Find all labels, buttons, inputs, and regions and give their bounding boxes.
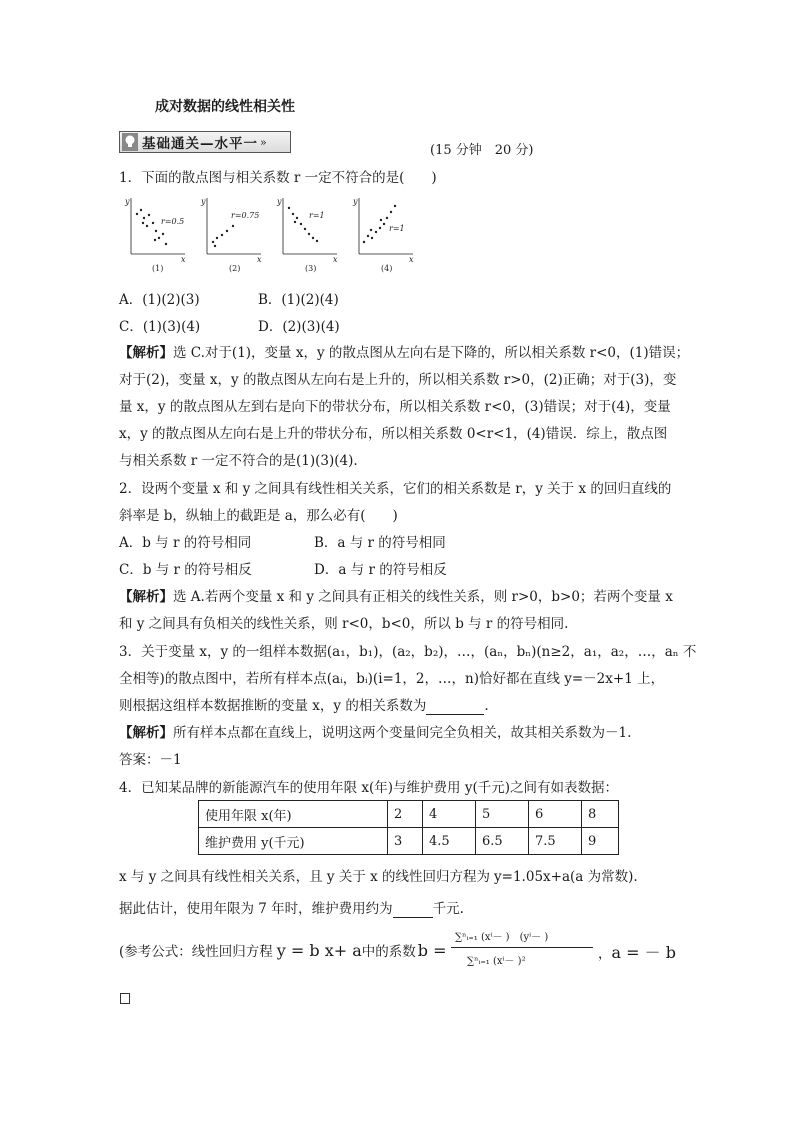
q4-line-2-end: 千元. [432,901,464,917]
ref-regression-eq: y = b x+ a [276,941,362,960]
banner-arrow: » [260,135,267,149]
q1-analysis-tag: 【解析】 [119,345,173,361]
fraction-bar [451,947,593,948]
q1-scatter-plots [119,196,419,276]
q2-analysis-text-1: 选 A.若两个变量 x 和 y 之间具有正相关的线性关系，则 r>0，b>0；若两个变量 x [173,589,673,605]
q4-line-2-text: 据此估计，使用年限为 7 年时，维护费用约为 [119,901,393,917]
table-row-label: 使用年限 x(年) [199,801,388,828]
q1-analysis-line-4: x，y 的散点图从左向右是上升的带状分布，所以相关系数 0<r<1，(4)错误．综上，散点图 [119,426,668,442]
plot3-axis-y: y [277,197,282,206]
q1-option-d: D．(2)(3)(4) [258,319,340,335]
table-cell: 8 [582,801,619,828]
q3-stem-3-end: . [484,698,489,714]
scatter-plot-2 [200,197,262,273]
ref-text-b: 中的系数 [361,944,416,960]
q1-analysis-line-1 [119,341,689,361]
plot4-axis-y: y [353,197,358,206]
q1-analysis-text-1: 选 C.对于(1)，变量 x，y 的散点图从左向右是下降的，所以相关系数 r<0，(1)错误； [173,345,690,361]
q4-line-2 [119,897,464,918]
ref-comma: ， [598,946,612,962]
q3-stem-3 [119,694,489,715]
plot2-r-label: r=0.75 [231,211,260,220]
lightbulb-icon [122,133,138,151]
plot4-caption: (4) [381,264,393,273]
table-cell: 4 [423,801,476,828]
broken-glyph-icon [119,990,131,1006]
page-title: 成对数据的线性相关性 [155,99,295,115]
q1-option-b: B．(1)(2)(4) [258,292,339,308]
q1-stem: 1．下面的散点图与相关系数 r 一定不符合的是( ) [119,170,437,186]
q2-option-b: B．a 与 r 的符号相同 [314,535,446,551]
q2-option-d: D．a 与 r 的符号相反 [314,562,447,578]
q2-analysis-line-2: 和 y 之间具有负相关的线性关系，则 r<0，b<0，所以 b 与 r 的符号相同. [119,616,569,632]
plot4-axis-x: x [409,255,414,264]
q4-regression-equation: y=1.05x+a(a 为常数). [494,869,638,885]
q1-option-a: A．(1)(2)(3) [119,292,200,308]
plot3-caption: (3) [305,264,317,273]
q3-answer-blank [426,698,484,715]
plot1-axis-x: x [181,255,186,264]
fraction-denominator: ∑ⁿᵢ₌₁ (xⁱ－ )² [467,956,526,967]
q3-analysis-text-1: 所有样本点都在直线上，说明这两个变量间完全负相关，故其相关系数为－1. [173,725,632,741]
scatter-plot-3 [276,197,338,273]
q2-stem-1: 2．设两个变量 x 和 y 之间具有线性相关关系，它们的相关系数是 r，y 关于 x 的回归直线的 [119,481,672,497]
plot1-caption: (1) [152,264,164,273]
q4-line-1 [119,865,638,885]
scatter-plot-4 [352,197,414,273]
q4-data-table [198,800,619,855]
table-cell: 4.5 [423,828,476,855]
table-cell: 5 [476,801,529,828]
banner-box [119,131,291,153]
q3-stem-1: 3．关于变量 x，y 的一组样本数据(a₁，b₁)，(a₂，b₂)，…，(aₙ，bₙ)(n≥2，a₁，a₂，…，aₙ 不 [119,644,697,660]
table-cell: 3 [388,828,423,855]
q1-analysis-line-5: 与相关系数 r 一定不符合的是(1)(3)(4). [119,453,358,469]
plot1-r-label: r=0.5 [161,217,185,226]
table-row [199,801,619,828]
table-cell: 2 [388,801,423,828]
ref-b-hat: b = [417,941,447,960]
plot2-caption: (2) [229,264,241,273]
q4-line-1-text: x 与 y 之间具有线性相关关系，且 y 关于 x 的线性回归方程为 [119,869,491,885]
plot4-r-label: r=1 [389,224,405,233]
q3-stem-2: 全相等)的散点图中，若所有样本点(aᵢ，bᵢ)(i=1，2，…，n)恰好都在直线 y=－2x+1 上， [119,671,665,687]
section-banner [119,131,539,158]
table-cell: 7.5 [529,828,582,855]
q3-stem-3-text: 则根据这组样本数据推断的变量 x，y 的相关系数为 [119,698,427,714]
plot3-axis-x: x [333,255,338,264]
time-limit: (15 分钟 20 分) [430,143,534,158]
ref-text-a: (参考公式：线性回归方程 [119,944,273,960]
table-cell: 6.5 [476,828,529,855]
plot3-r-label: r=1 [309,211,325,220]
plot2-axis-x: x [257,255,262,264]
q2-analysis-line-1 [119,585,673,605]
banner-label: 基础通关—水平一 [142,136,258,152]
q2-analysis-tag: 【解析】 [119,589,173,605]
scatter-plot-1 [124,197,186,273]
q4-answer-blank [393,901,433,918]
plot1-axis-y: y [125,197,130,206]
b-hat-fraction [451,928,599,968]
q4-stem: 4．已知某品牌的新能源汽车的使用年限 x(年)与维护费用 y(千元)之间有如表数据： [119,780,618,796]
table-cell: 6 [529,801,582,828]
q3-answer: 答案：－1 [119,752,182,768]
q1-analysis-line-2: 对于(2)，变量 x，y 的散点图从左向右是上升的，所以相关系数 r>0，(2)正确；对于(3)，变 [119,372,677,388]
q1-analysis-line-3: 量 x，y 的散点图从左到右是向下的带状分布，所以相关系数 r<0，(3)错误；对于(4)，变量 [119,399,671,415]
q3-analysis-tag: 【解析】 [119,725,173,741]
q2-option-c: C．b 与 r 的符号相反 [119,562,252,578]
ref-a-hat-part [598,940,676,963]
plot2-axis-y: y [201,197,206,206]
fraction-numerator: ∑ⁿᵢ₌₁ (xⁱ－ ) (yⁱ－ ) [455,932,549,943]
q4-reference-formula [119,940,447,960]
ref-a-hat: a = － b [611,943,676,962]
q2-option-a: A．b 与 r 的符号相同 [119,535,252,551]
q3-analysis-line-1 [119,721,631,741]
q2-stem-2: 斜率是 b，纵轴上的截距是 a，那么必有( ) [119,508,398,524]
q1-option-c: C．(1)(3)(4) [119,319,201,335]
table-row [199,828,619,855]
table-row-label: 维护费用 y(千元) [199,828,388,855]
table-cell: 9 [582,828,619,855]
